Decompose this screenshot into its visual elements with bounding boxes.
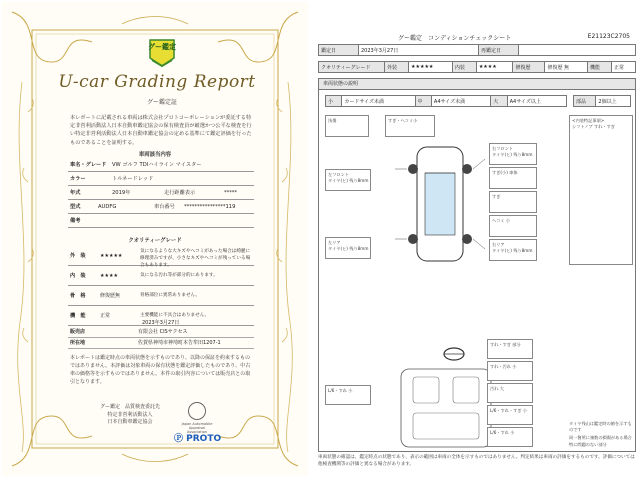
condition-check-sheet [318, 30, 636, 478]
tire-rear-right-icon [462, 234, 472, 244]
value-color: トルネードレッド [112, 176, 154, 182]
jaaa-seal-icon [188, 402, 206, 420]
note-box-right-4 [489, 215, 537, 237]
tire-rear-left-icon [408, 234, 418, 244]
value-year: 2019年 [112, 190, 131, 196]
seat-note-box-3 [487, 383, 533, 403]
grade-interior-label: 内装 [452, 62, 476, 73]
note-front-left: 浅傷 [328, 118, 337, 123]
note-right-1: 右フロント タイヤ(ヒ) 残り8mm [492, 146, 533, 157]
label-color: カラー [70, 176, 86, 182]
quality-section-heading: クオリティーグレード [128, 238, 182, 244]
grading-certificate [2, 2, 308, 476]
value-chassis: ****************119 [184, 204, 236, 210]
tire-note: タイヤ残山は鑑定時の値を示すものです [569, 421, 632, 432]
note-exterior: 気になるような大キズやヘコミがあった場合は綺麗に修理済みですが、小さなキズやヘコミが残っている場合もあります。 [140, 249, 251, 268]
note-box-front-left [325, 115, 369, 137]
label-dealer: 販売店 [70, 329, 86, 335]
label-car-name: 車名・グレード [70, 162, 107, 168]
row-model [68, 200, 254, 214]
issuer-line-3: 日本自動車鑑定協会 [107, 419, 153, 425]
size-legend-table [325, 95, 567, 107]
issuer-line-1: グー鑑定 品質検査委託先 [99, 404, 160, 410]
car-top-view-diagram [395, 139, 485, 269]
size-small-desc: カードサイズ未満 [342, 96, 415, 107]
issuer-signature [90, 404, 170, 427]
seat-note-4: L/6・すれ 小 [328, 388, 353, 393]
certificate-intro: 本レポートに記載される車両は株式会社プロトコーポレーションが委託する特定非営利活動法人日本自動車鑑定協会の保有検査員が厳選かつ公平な検査を行い特定非営利活動法人日本自動車鑑定協会の定める基準にて鑑定評価を行ったものであることを証明する。 [70, 115, 252, 146]
proto-logo-text: PROTO [186, 434, 222, 444]
note-box-right-3 [489, 191, 537, 213]
seat-note-5: L/6・すれ・すぎ 小 [490, 408, 528, 413]
row-car-name [68, 158, 254, 172]
jaaa-seal-text: Japan Automobile Appraisal Association [181, 422, 213, 434]
seat-note-1: すれ・すぎ 部分 [490, 342, 521, 347]
value-function: 正常 [100, 313, 111, 319]
note-box-right-2 [489, 167, 537, 189]
size-medium-desc: A4サイズ未満 [431, 96, 490, 107]
label-function: 機 能 [70, 313, 86, 319]
info-row-dealer [68, 327, 254, 338]
seat-note-box-4 [325, 385, 371, 405]
issuer-line-2: 特定非営利活動法人 [107, 411, 153, 418]
value-address: 佐賀県神埼市神埼町本告牟田1207-1 [138, 340, 221, 346]
seat-note-box-1 [487, 339, 533, 359]
certificate-footnote: 本レポートは鑑定時点の車両状態を示すものであり、以降の保証を約束するものではありません。本評価は対象車両の保有状態を鑑定評価したものであり、中古車の価格等を示すものではありません。本件の取引内容については販売店との取引となります。 [70, 355, 251, 385]
quality-row-frame [68, 286, 254, 306]
label-frame: 骨 格 [70, 293, 86, 299]
interior-notes-box [569, 115, 633, 265]
note-left-1: 左フロント タイヤ(ヒ) 残り8mm [328, 172, 369, 183]
note-box-right-5 [489, 239, 537, 261]
label-address: 所在地 [70, 340, 86, 346]
label-exterior: 外 装 [70, 253, 86, 259]
row-color [68, 172, 254, 186]
info-date-value: 2023年3月27日 [142, 320, 180, 326]
row-remarks [68, 214, 254, 228]
note-box-front-mid [385, 115, 435, 137]
grade-exterior-label: 外装 [385, 62, 409, 73]
note-frame: 骨格部位に異常ありません。 [140, 293, 200, 298]
label-year: 年式 [70, 190, 81, 196]
parts-value: 2個以上 [596, 96, 631, 107]
size-medium-label: 中 [415, 96, 431, 107]
note-front-mid: すぎ・ヘコミ小 [388, 118, 418, 123]
seat-note-box-5 [487, 405, 533, 425]
proto-logo: Ⓟ PROTO [174, 434, 222, 444]
note-right-5: 右リア タイヤ(ヒ) 残り8mm [492, 242, 533, 253]
parts-label: 部品 [574, 96, 596, 107]
label-remarks: 備考 [70, 218, 81, 224]
sheet-title: グー鑑定 コンディションチェックシート [398, 35, 512, 42]
grade-label: クオリティーグレード [319, 62, 385, 73]
note-box-right-1 [489, 143, 537, 165]
certificate-subtitle: グー鑑定証 [146, 99, 177, 106]
grade-interior-value: ★★★★ [476, 62, 513, 73]
badge-label: グー鑑定 [148, 43, 176, 51]
value-car-name: VW ゴルフ TDIハイライン マイスター [112, 162, 202, 168]
icon-legend-2: 特に問題のない部分 [569, 442, 607, 447]
tire-front-right-icon [462, 164, 472, 174]
date-table [318, 44, 636, 56]
value-frame: 修復歴無 [100, 293, 121, 299]
seat-note-box-6 [487, 427, 533, 447]
note-interior: 気になる汚れ等が部分的にあります。 [140, 273, 218, 278]
label-mileage: 走行距離表示 [164, 190, 196, 196]
value-dealer: 有限会社 CISサクセス [138, 329, 188, 335]
note-right-4: ヘコミ 小 [492, 218, 511, 223]
label-interior: 内 装 [70, 273, 86, 279]
sheet-bottom-note: 車両状態の確認は、鑑定時点の状態であり、表示の範囲は車両の全体を示すものではありません。判定結果は車両の評価をするものです。評価については他検査機関等の評価と異なる場合があります。 [318, 455, 635, 467]
size-large-desc: A4サイズ以上 [507, 96, 566, 107]
date-label: 鑑定日 [319, 45, 359, 56]
vehicle-state-panel [318, 78, 636, 452]
row-year [68, 186, 254, 200]
seat-note-3: 汚れ 大 [490, 386, 504, 391]
seat-note-6: L/6・すれ 小 [490, 430, 515, 435]
parts-table [573, 95, 631, 107]
size-large-label: 大 [491, 96, 507, 107]
tire-front-left-icon [408, 164, 418, 174]
stars-exterior: ★★★★★ [100, 253, 123, 259]
seat-note-2: すれ・汚れ 小 [490, 364, 517, 369]
note-right-3: すぎ [492, 194, 501, 199]
icon-legend-1: 同一箇所に複数の損傷がある場合 [569, 435, 632, 440]
quality-row-interior [68, 266, 254, 286]
interior-notes: <内装特記事項> シフトノブ すれ・すぎ [572, 118, 615, 129]
note-function: 主要機能に不具合はありません。 [140, 313, 210, 318]
info-row-address [68, 338, 254, 349]
value-mileage: ***** [224, 190, 237, 196]
redate-value [519, 45, 636, 56]
grade-repair-value: 修復歴 無 [545, 62, 588, 73]
date-value: 2023年3月27日 [359, 45, 479, 56]
grade-function-label: 機能 [587, 62, 611, 73]
stars-interior: ★★★★ [100, 273, 118, 279]
interior-seat-diagram [391, 367, 501, 449]
note-box-left-1 [325, 169, 371, 191]
grade-table [318, 61, 636, 73]
sheet-code: E21123C2705 [587, 33, 630, 40]
seat-note-box-2 [487, 361, 533, 381]
label-chassis: 車台番号 [154, 204, 175, 210]
quality-row-exterior [68, 246, 254, 266]
grade-exterior-value: ★★★★★ [409, 62, 453, 73]
size-small-label: 小 [326, 96, 342, 107]
vehicle-state-heading: 車両状態の説明 [319, 79, 635, 90]
grade-function-value: 正常 [611, 62, 635, 73]
redate-label: 再鑑定日 [479, 45, 519, 56]
certificate-title: U-car Grading Report [58, 72, 256, 92]
note-left-2: 左リア タイヤ(ヒ) 残り8mm [328, 240, 369, 251]
note-right-2: すぎ(小) 車体 [492, 170, 518, 175]
grade-repair-label: 修復歴 [513, 62, 545, 73]
value-model: AUDFG [98, 204, 117, 210]
note-box-left-2 [325, 237, 371, 259]
steering-wheel-icon [443, 347, 465, 361]
vehicle-section-heading: 車両該当内容 [138, 152, 172, 158]
label-model: 型式 [70, 204, 81, 210]
